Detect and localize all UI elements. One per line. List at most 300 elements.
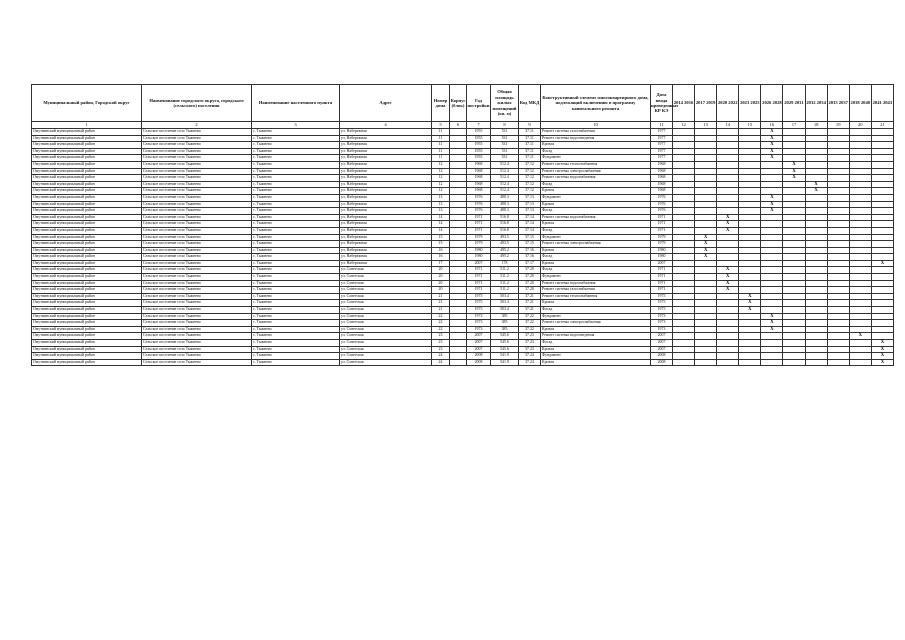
cell-c2: Сельское поселение село Тыжнево xyxy=(142,142,252,149)
period-mark-cell xyxy=(761,293,783,300)
cell-c1: Омутнинский муниципальный район xyxy=(32,241,142,248)
period-mark-cell xyxy=(783,274,805,281)
period-mark-cell xyxy=(673,300,695,307)
cell-c8: 488.3 xyxy=(491,201,519,208)
cell-c1: Омутнинский муниципальный район xyxy=(32,221,142,228)
period-mark-cell xyxy=(827,201,849,208)
table-row xyxy=(32,208,894,215)
period-mark-cell xyxy=(695,313,717,320)
period-mark-cell xyxy=(827,214,849,221)
period-mark-cell xyxy=(849,234,871,241)
period-mark-cell xyxy=(783,280,805,287)
cell-c3: с. Тыжнево xyxy=(252,227,340,234)
cell-c6 xyxy=(450,333,467,340)
period-mark-cell: X xyxy=(871,260,893,267)
cell-c3: с. Тыжнево xyxy=(252,214,340,221)
cell-c10: Ремонт системы теплоснабжения xyxy=(541,293,651,300)
period-mark-cell xyxy=(849,129,871,136)
cell-c4: ул. Советская xyxy=(340,274,432,281)
period-mark-cell xyxy=(871,208,893,215)
period-mark-cell xyxy=(849,280,871,287)
cell-c9: 37.13 xyxy=(519,194,541,201)
table-body xyxy=(32,129,894,366)
period-mark-cell xyxy=(761,340,783,347)
table-row xyxy=(32,274,894,281)
cell-c7: 1975 xyxy=(467,300,491,307)
cell-c5: 16 xyxy=(432,247,450,254)
period-mark-cell xyxy=(717,155,739,162)
period-mark-cell xyxy=(673,254,695,261)
cell-c10: Фасад xyxy=(541,340,651,347)
cell-c6 xyxy=(450,340,467,347)
period-mark-cell xyxy=(673,227,695,234)
period-mark-cell xyxy=(783,260,805,267)
period-mark-cell xyxy=(805,241,827,248)
cell-c6 xyxy=(450,254,467,261)
table-row xyxy=(32,260,894,267)
period-mark-cell xyxy=(849,326,871,333)
period-mark-cell: X xyxy=(871,353,893,360)
cell-c10: Ремонт системы газоснабжения xyxy=(541,129,651,136)
period-mark-cell: X xyxy=(761,208,783,215)
cell-c8: 531 xyxy=(491,142,519,149)
period-mark-cell xyxy=(849,148,871,155)
column-header-21: 2041 2043 xyxy=(871,85,893,122)
cell-c9: 37.20 xyxy=(519,274,541,281)
cell-c4: ул. Набережная xyxy=(340,168,432,175)
period-mark-cell xyxy=(761,168,783,175)
period-mark-cell xyxy=(717,129,739,136)
period-mark-cell xyxy=(739,135,761,142)
cell-c3: с. Тыжнево xyxy=(252,181,340,188)
cell-c2: Сельское поселение село Тыжнево xyxy=(142,313,252,320)
table-row xyxy=(32,155,894,162)
period-mark-cell xyxy=(673,353,695,360)
cell-c7: 1973 xyxy=(467,320,491,327)
period-mark-cell xyxy=(761,221,783,228)
period-mark-cell xyxy=(871,175,893,182)
cell-c1: Омутнинский муниципальный район xyxy=(32,340,142,347)
period-mark-cell xyxy=(761,214,783,221)
period-mark-cell xyxy=(717,247,739,254)
period-mark-cell: X xyxy=(739,300,761,307)
period-mark-cell xyxy=(849,175,871,182)
cell-c4: ул. Советская xyxy=(340,353,432,360)
period-mark-cell xyxy=(761,300,783,307)
cell-c9: 37.15 xyxy=(519,241,541,248)
column-header-14: 2020 2022 xyxy=(717,85,739,122)
table-row xyxy=(32,293,894,300)
period-mark-cell xyxy=(805,129,827,136)
period-mark-cell xyxy=(827,227,849,234)
cell-c3: с. Тыжнево xyxy=(252,307,340,314)
period-mark-cell xyxy=(717,293,739,300)
period-mark-cell: X xyxy=(783,161,805,168)
table-row xyxy=(32,181,894,188)
cell-c3: с. Тыжнево xyxy=(252,194,340,201)
period-mark-cell xyxy=(717,359,739,366)
cell-c1: Омутнинский муниципальный район xyxy=(32,155,142,162)
cell-c8: 512.4 xyxy=(491,161,519,168)
cell-c1: Омутнинский муниципальный район xyxy=(32,280,142,287)
period-mark-cell xyxy=(761,287,783,294)
cell-c6 xyxy=(450,267,467,274)
cell-c6 xyxy=(450,234,467,241)
period-mark-cell xyxy=(871,135,893,142)
cell-c3: с. Тыжнево xyxy=(252,260,340,267)
period-mark-cell xyxy=(717,346,739,353)
cell-c2: Сельское поселение село Тыжнево xyxy=(142,208,252,215)
table-row xyxy=(32,234,894,241)
period-mark-cell xyxy=(827,234,849,241)
cell-c1: Омутнинский муниципальный район xyxy=(32,300,142,307)
period-mark-cell xyxy=(849,274,871,281)
cell-c10: Фундамент xyxy=(541,313,651,320)
period-mark-cell xyxy=(739,168,761,175)
period-mark-cell xyxy=(783,188,805,195)
table-row xyxy=(32,221,894,228)
period-mark-cell xyxy=(805,234,827,241)
cell-c4: ул. Набережная xyxy=(340,227,432,234)
cell-c9: 37.11 xyxy=(519,142,541,149)
cell-c4: ул. Советская xyxy=(340,340,432,347)
period-mark-cell xyxy=(805,320,827,327)
cell-c11: 1977 xyxy=(651,129,673,136)
cell-c7: 1955 xyxy=(467,129,491,136)
period-mark-cell xyxy=(783,353,805,360)
period-mark-cell xyxy=(695,175,717,182)
cell-c5: 13 xyxy=(432,208,450,215)
cell-c10: Кровля xyxy=(541,326,651,333)
period-mark-cell xyxy=(783,234,805,241)
cell-c7: 2008 xyxy=(467,353,491,360)
cell-c3: с. Тыжнево xyxy=(252,201,340,208)
cell-c4: ул. Набережная xyxy=(340,161,432,168)
cell-c8: 512.4 xyxy=(491,181,519,188)
cell-c4: ул. Советская xyxy=(340,267,432,274)
column-number-13: 13 xyxy=(695,122,717,129)
period-mark-cell xyxy=(849,241,871,248)
period-mark-cell xyxy=(805,274,827,281)
cell-c10: Ремонт системы водоснабжения xyxy=(541,175,651,182)
cell-c8: 495.2 xyxy=(491,254,519,261)
period-mark-cell: X xyxy=(761,129,783,136)
period-mark-cell xyxy=(739,274,761,281)
period-mark-cell xyxy=(827,280,849,287)
period-mark-cell: X xyxy=(783,175,805,182)
cell-c6 xyxy=(450,142,467,149)
cell-c6 xyxy=(450,188,467,195)
cell-c7: 1973 xyxy=(467,313,491,320)
cell-c5: 12 xyxy=(432,161,450,168)
period-mark-cell xyxy=(739,181,761,188)
period-mark-cell xyxy=(717,300,739,307)
cell-c4: ул. Набережная xyxy=(340,135,432,142)
period-mark-cell xyxy=(805,142,827,149)
cell-c7: 1979 xyxy=(467,234,491,241)
period-mark-cell xyxy=(805,333,827,340)
period-mark-cell xyxy=(739,333,761,340)
period-mark-cell xyxy=(695,293,717,300)
column-header-1: Муниципальный район, Городской округ xyxy=(32,85,142,122)
period-mark-cell xyxy=(673,194,695,201)
period-mark-cell xyxy=(673,274,695,281)
period-mark-cell xyxy=(717,201,739,208)
period-mark-cell xyxy=(805,313,827,320)
table-row xyxy=(32,326,894,333)
period-mark-cell xyxy=(695,274,717,281)
cell-c6 xyxy=(450,280,467,287)
period-mark-cell: X xyxy=(717,287,739,294)
cell-c9: 37.16 xyxy=(519,254,541,261)
cell-c5: 14 xyxy=(432,227,450,234)
column-header-3: Наименование населенного пункта xyxy=(252,85,340,122)
cell-c4: ул. Советская xyxy=(340,313,432,320)
period-mark-cell: X xyxy=(695,234,717,241)
period-mark-cell xyxy=(673,241,695,248)
period-mark-cell xyxy=(827,188,849,195)
table-row xyxy=(32,161,894,168)
cell-c4: ул. Набережная xyxy=(340,241,432,248)
period-mark-cell xyxy=(783,313,805,320)
period-mark-cell xyxy=(739,148,761,155)
period-mark-cell xyxy=(783,300,805,307)
capital-repair-table xyxy=(31,84,894,366)
column-header-13: 2017 2019 xyxy=(695,85,717,122)
period-mark-cell xyxy=(739,280,761,287)
cell-c10: Фундамент xyxy=(541,155,651,162)
cell-c6 xyxy=(450,346,467,353)
period-mark-cell: X xyxy=(761,142,783,149)
period-mark-cell xyxy=(695,129,717,136)
period-mark-cell xyxy=(695,307,717,314)
cell-c11: 1971 xyxy=(651,287,673,294)
period-mark-cell xyxy=(673,320,695,327)
column-header-7: Год постройки xyxy=(467,85,491,122)
column-header-12: 2014 2016 xyxy=(673,85,695,122)
cell-c9: 37.11 xyxy=(519,148,541,155)
cell-c9: 37.11 xyxy=(519,135,541,142)
cell-c11: 1977 xyxy=(651,148,673,155)
cell-c11: 1971 xyxy=(651,214,673,221)
period-mark-cell xyxy=(739,234,761,241)
cell-c9: 37.15 xyxy=(519,234,541,241)
cell-c7: 1955 xyxy=(467,142,491,149)
cell-c10: Кровля xyxy=(541,300,651,307)
period-mark-cell xyxy=(871,267,893,274)
period-mark-cell xyxy=(871,274,893,281)
period-mark-cell: X xyxy=(695,254,717,261)
cell-c4: ул. Набережная xyxy=(340,175,432,182)
table-row xyxy=(32,201,894,208)
cell-c5: 11 xyxy=(432,148,450,155)
cell-c5: 17 xyxy=(432,260,450,267)
cell-c1: Омутнинский муниципальный район xyxy=(32,293,142,300)
period-mark-cell xyxy=(805,280,827,287)
period-mark-cell xyxy=(849,214,871,221)
cell-c11: 1975 xyxy=(651,300,673,307)
period-mark-cell xyxy=(871,293,893,300)
cell-c2: Сельское поселение село Тыжнево xyxy=(142,161,252,168)
period-mark-cell xyxy=(783,247,805,254)
period-mark-cell xyxy=(849,293,871,300)
capital-repair-table-sheet xyxy=(31,84,893,366)
cell-c6 xyxy=(450,359,467,366)
cell-c4: ул. Набережная xyxy=(340,260,432,267)
period-mark-cell xyxy=(871,254,893,261)
cell-c8: 511.2 xyxy=(491,267,519,274)
cell-c11: 1976 xyxy=(651,201,673,208)
cell-c5: 14 xyxy=(432,214,450,221)
cell-c8: 541.9 xyxy=(491,359,519,366)
period-mark-cell xyxy=(783,287,805,294)
cell-c5: 13 xyxy=(432,201,450,208)
cell-c8: 511.2 xyxy=(491,274,519,281)
cell-c11: 1971 xyxy=(651,221,673,228)
cell-c6 xyxy=(450,326,467,333)
period-mark-cell: X xyxy=(761,135,783,142)
cell-c4: ул. Набережная xyxy=(340,129,432,136)
period-mark-cell xyxy=(849,168,871,175)
period-mark-cell xyxy=(717,142,739,149)
period-mark-cell xyxy=(827,293,849,300)
table-row xyxy=(32,353,894,360)
period-mark-cell: X xyxy=(717,214,739,221)
cell-c1: Омутнинский муниципальный район xyxy=(32,359,142,366)
column-number-4: 4 xyxy=(340,122,432,129)
period-mark-cell xyxy=(827,142,849,149)
cell-c1: Омутнинский муниципальный район xyxy=(32,194,142,201)
period-mark-cell xyxy=(673,129,695,136)
period-mark-cell xyxy=(783,214,805,221)
period-mark-cell xyxy=(783,221,805,228)
period-mark-cell xyxy=(739,326,761,333)
cell-c8: 531 xyxy=(491,135,519,142)
period-mark-cell xyxy=(805,247,827,254)
cell-c9: 37.13 xyxy=(519,201,541,208)
period-mark-cell xyxy=(871,234,893,241)
cell-c6 xyxy=(450,241,467,248)
column-header-4: Адрес xyxy=(340,85,432,122)
period-mark-cell xyxy=(739,201,761,208)
period-mark-cell xyxy=(673,175,695,182)
cell-c10: Кровля xyxy=(541,142,651,149)
period-mark-cell xyxy=(673,280,695,287)
period-mark-cell xyxy=(739,208,761,215)
period-mark-cell xyxy=(673,142,695,149)
column-header-19: 2035 2037 xyxy=(827,85,849,122)
period-mark-cell xyxy=(849,313,871,320)
period-mark-cell xyxy=(805,254,827,261)
period-mark-cell xyxy=(805,135,827,142)
column-number-row xyxy=(32,122,894,129)
cell-c1: Омутнинский муниципальный район xyxy=(32,208,142,215)
cell-c3: с. Тыжнево xyxy=(252,247,340,254)
cell-c2: Сельское поселение село Тыжнево xyxy=(142,241,252,248)
period-mark-cell xyxy=(871,280,893,287)
cell-c1: Омутнинский муниципальный район xyxy=(32,168,142,175)
cell-c8: 516.8 xyxy=(491,221,519,228)
period-mark-cell xyxy=(717,234,739,241)
cell-c2: Сельское поселение село Тыжнево xyxy=(142,155,252,162)
period-mark-cell xyxy=(695,227,717,234)
cell-c5: 24 xyxy=(432,353,450,360)
cell-c5: 20 xyxy=(432,274,450,281)
cell-c11: 1968 xyxy=(651,168,673,175)
cell-c2: Сельское поселение село Тыжнево xyxy=(142,129,252,136)
cell-c4: ул. Советская xyxy=(340,320,432,327)
column-number-19: 19 xyxy=(827,122,849,129)
cell-c9: 37.16 xyxy=(519,247,541,254)
cell-c11: 1973 xyxy=(651,326,673,333)
cell-c1: Омутнинский муниципальный район xyxy=(32,161,142,168)
cell-c5: 15 xyxy=(432,234,450,241)
period-mark-cell xyxy=(673,287,695,294)
cell-c7: 1979 xyxy=(467,241,491,248)
cell-c2: Сельское поселение село Тыжнево xyxy=(142,214,252,221)
cell-c11: 1977 xyxy=(651,135,673,142)
table-row xyxy=(32,135,894,142)
period-mark-cell xyxy=(827,320,849,327)
cell-c1: Омутнинский муниципальный район xyxy=(32,313,142,320)
cell-c4: ул. Советская xyxy=(340,287,432,294)
period-mark-cell: X xyxy=(717,274,739,281)
period-mark-cell xyxy=(673,188,695,195)
cell-c1: Омутнинский муниципальный район xyxy=(32,274,142,281)
table-row xyxy=(32,287,894,294)
table-row xyxy=(32,359,894,366)
cell-c9: 37.23 xyxy=(519,333,541,340)
period-mark-cell xyxy=(695,214,717,221)
table-row xyxy=(32,194,894,201)
cell-c8: 385 xyxy=(491,320,519,327)
cell-c2: Сельское поселение село Тыжнево xyxy=(142,135,252,142)
cell-c4: ул. Набережная xyxy=(340,148,432,155)
cell-c3: с. Тыжнево xyxy=(252,287,340,294)
period-mark-cell xyxy=(849,161,871,168)
column-number-10: 10 xyxy=(541,122,651,129)
cell-c5: 20 xyxy=(432,287,450,294)
cell-c5: 11 xyxy=(432,135,450,142)
cell-c7: 2007 xyxy=(467,340,491,347)
cell-c6 xyxy=(450,260,467,267)
cell-c10: Фундамент xyxy=(541,353,651,360)
cell-c10: Кровля xyxy=(541,201,651,208)
cell-c10: Кровля xyxy=(541,221,651,228)
period-mark-cell xyxy=(783,201,805,208)
cell-c7: 1968 xyxy=(467,188,491,195)
period-mark-cell xyxy=(805,168,827,175)
cell-c1: Омутнинский муниципальный район xyxy=(32,267,142,274)
cell-c2: Сельское поселение село Тыжнево xyxy=(142,260,252,267)
cell-c1: Омутнинский муниципальный район xyxy=(32,181,142,188)
cell-c11: 1980 xyxy=(651,247,673,254)
cell-c5: 16 xyxy=(432,254,450,261)
period-mark-cell xyxy=(761,181,783,188)
period-mark-cell xyxy=(673,333,695,340)
column-number-17: 17 xyxy=(783,122,805,129)
period-mark-cell xyxy=(783,148,805,155)
period-mark-cell: X xyxy=(761,320,783,327)
table-row xyxy=(32,307,894,314)
period-mark-cell: X xyxy=(695,247,717,254)
cell-c11: 1971 xyxy=(651,274,673,281)
period-mark-cell xyxy=(783,254,805,261)
period-mark-cell xyxy=(673,326,695,333)
column-number-14: 14 xyxy=(717,122,739,129)
cell-c4: ул. Набережная xyxy=(340,208,432,215)
table-row xyxy=(32,227,894,234)
